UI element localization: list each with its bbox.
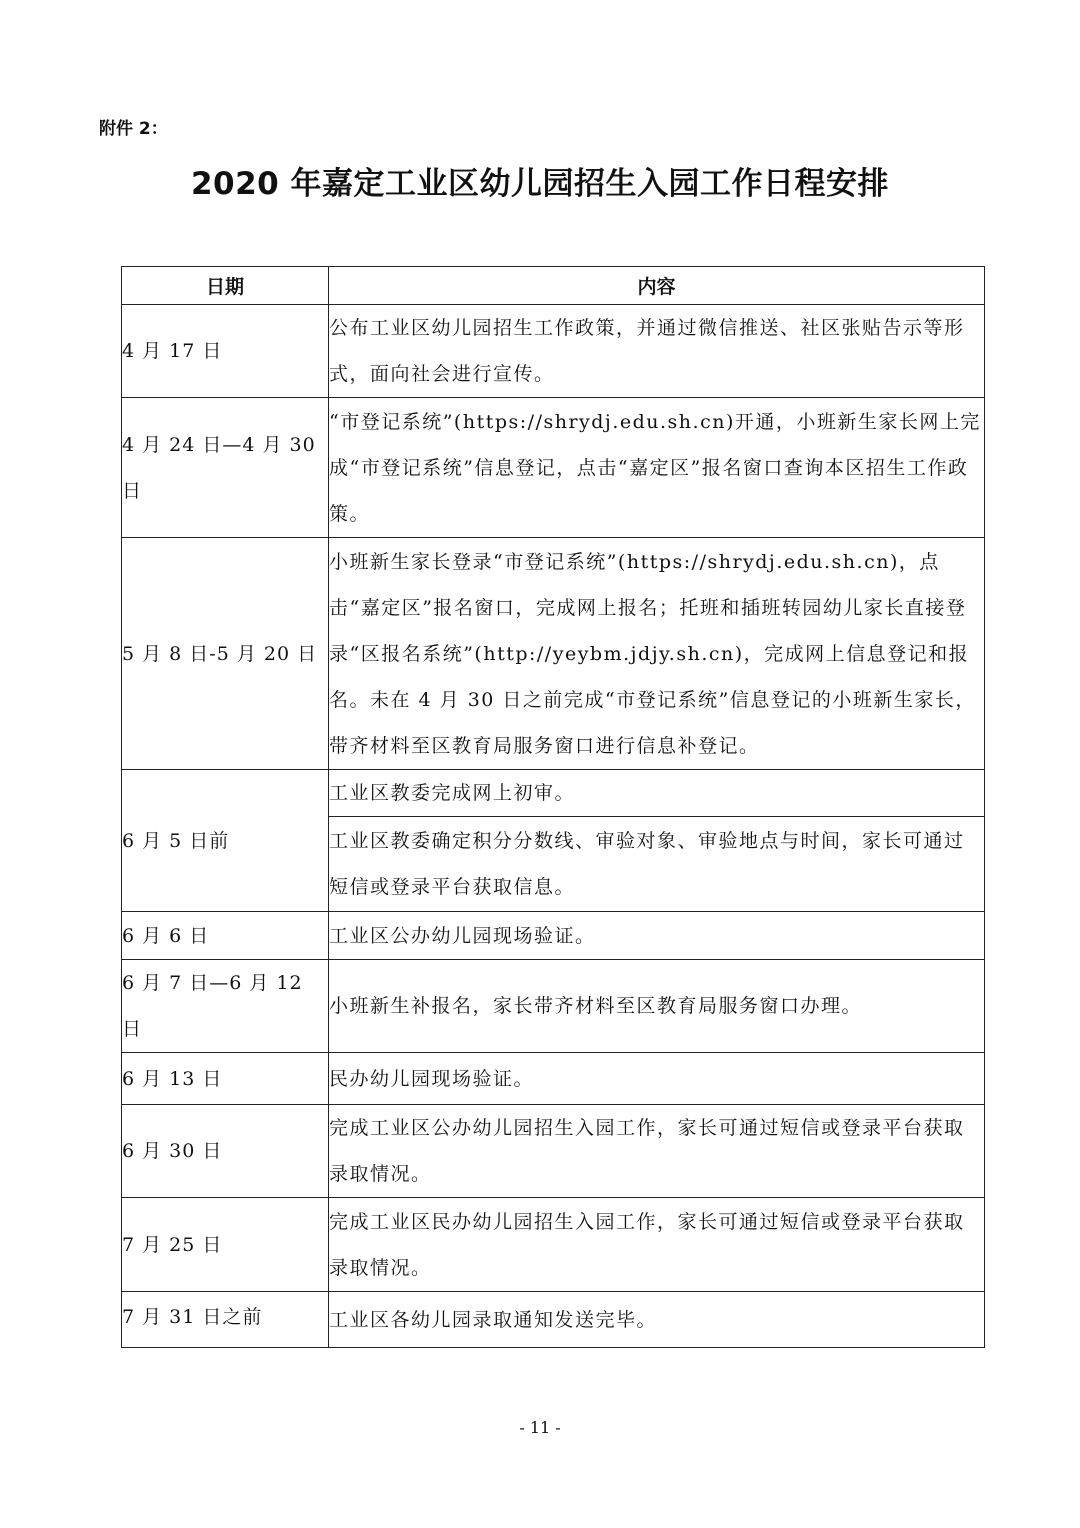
- table-row: [122, 305, 985, 398]
- row-content: 工业区教委确定积分分数线、审验对象、审验地点与时间，家长可通过短信或登录平台获取信息。: [329, 817, 985, 912]
- row-date: 6 月 30 日: [122, 1105, 329, 1198]
- row-date: 6 月 6 日: [122, 912, 329, 960]
- table-row: [122, 538, 985, 770]
- row-date: 7 月 25 日: [122, 1198, 329, 1292]
- row-date: 4 月 24 日—4 月 30 日: [122, 398, 329, 538]
- row-content: 完成工业区民办幼儿园招生入园工作，家长可通过短信或登录平台获取录取情况。: [329, 1198, 985, 1292]
- attachment-label: 附件 2：: [99, 119, 168, 139]
- row-date: 5 月 8 日-5 月 20 日: [122, 538, 329, 770]
- row-content: 公布工业区幼儿园招生工作政策，并通过微信推送、社区张贴告示等形式，面向社会进行宣传。: [329, 305, 985, 398]
- page-number: - 11 -: [519, 1418, 561, 1437]
- table-row: [122, 912, 985, 960]
- row-date: 7 月 31 日之前: [122, 1292, 329, 1348]
- row-date: 6 月 5 日前: [122, 770, 329, 912]
- table-row: [122, 1053, 985, 1105]
- row-content: 完成工业区公办幼儿园招生入园工作，家长可通过短信或登录平台获取录取情况。: [329, 1105, 985, 1198]
- table-header-row: [122, 267, 985, 305]
- row-content: 小班新生补报名，家长带齐材料至区教育局服务窗口办理。: [329, 960, 985, 1053]
- header-content: 内容: [329, 267, 985, 305]
- row-content: 小班新生家长登录“市登记系统”(https://shrydj.edu.sh.cn)，点击“嘉定区”报名窗口，完成网上报名；托班和插班转园幼儿家长直接登录“区报名系统”(http://yeybm.jdjy.sh.cn)，完成网上信息登记和报名。未在 4 月 30 日之前完成“市登记系统”信息登记的小班新生家长，带齐材料至区教育局服务窗口进行信息补登记。: [329, 538, 985, 770]
- row-content: 工业区公办幼儿园现场验证。: [329, 912, 985, 960]
- table-row: [122, 1292, 985, 1348]
- table-row: [122, 770, 985, 817]
- table-row: [122, 398, 985, 538]
- row-content: 民办幼儿园现场验证。: [329, 1053, 985, 1105]
- row-content: 工业区各幼儿园录取通知发送完毕。: [329, 1292, 985, 1348]
- table-row: [122, 1105, 985, 1198]
- row-content: “市登记系统”(https://shrydj.edu.sh.cn)开通，小班新生家长网上完成“市登记系统”信息登记，点击“嘉定区”报名窗口查询本区招生工作政策。: [329, 398, 985, 538]
- header-date: 日期: [122, 267, 329, 305]
- row-date: 4 月 17 日: [122, 305, 329, 398]
- row-content: 工业区教委完成网上初审。: [329, 770, 985, 817]
- row-date: 6 月 13 日: [122, 1053, 329, 1105]
- schedule-table: [121, 266, 985, 1348]
- table-row: [122, 960, 985, 1053]
- table-row: [122, 1198, 985, 1292]
- row-date: 6 月 7 日—6 月 12 日: [122, 960, 329, 1053]
- page-title: 2020 年嘉定工业区幼儿园招生入园工作日程安排: [190, 166, 890, 202]
